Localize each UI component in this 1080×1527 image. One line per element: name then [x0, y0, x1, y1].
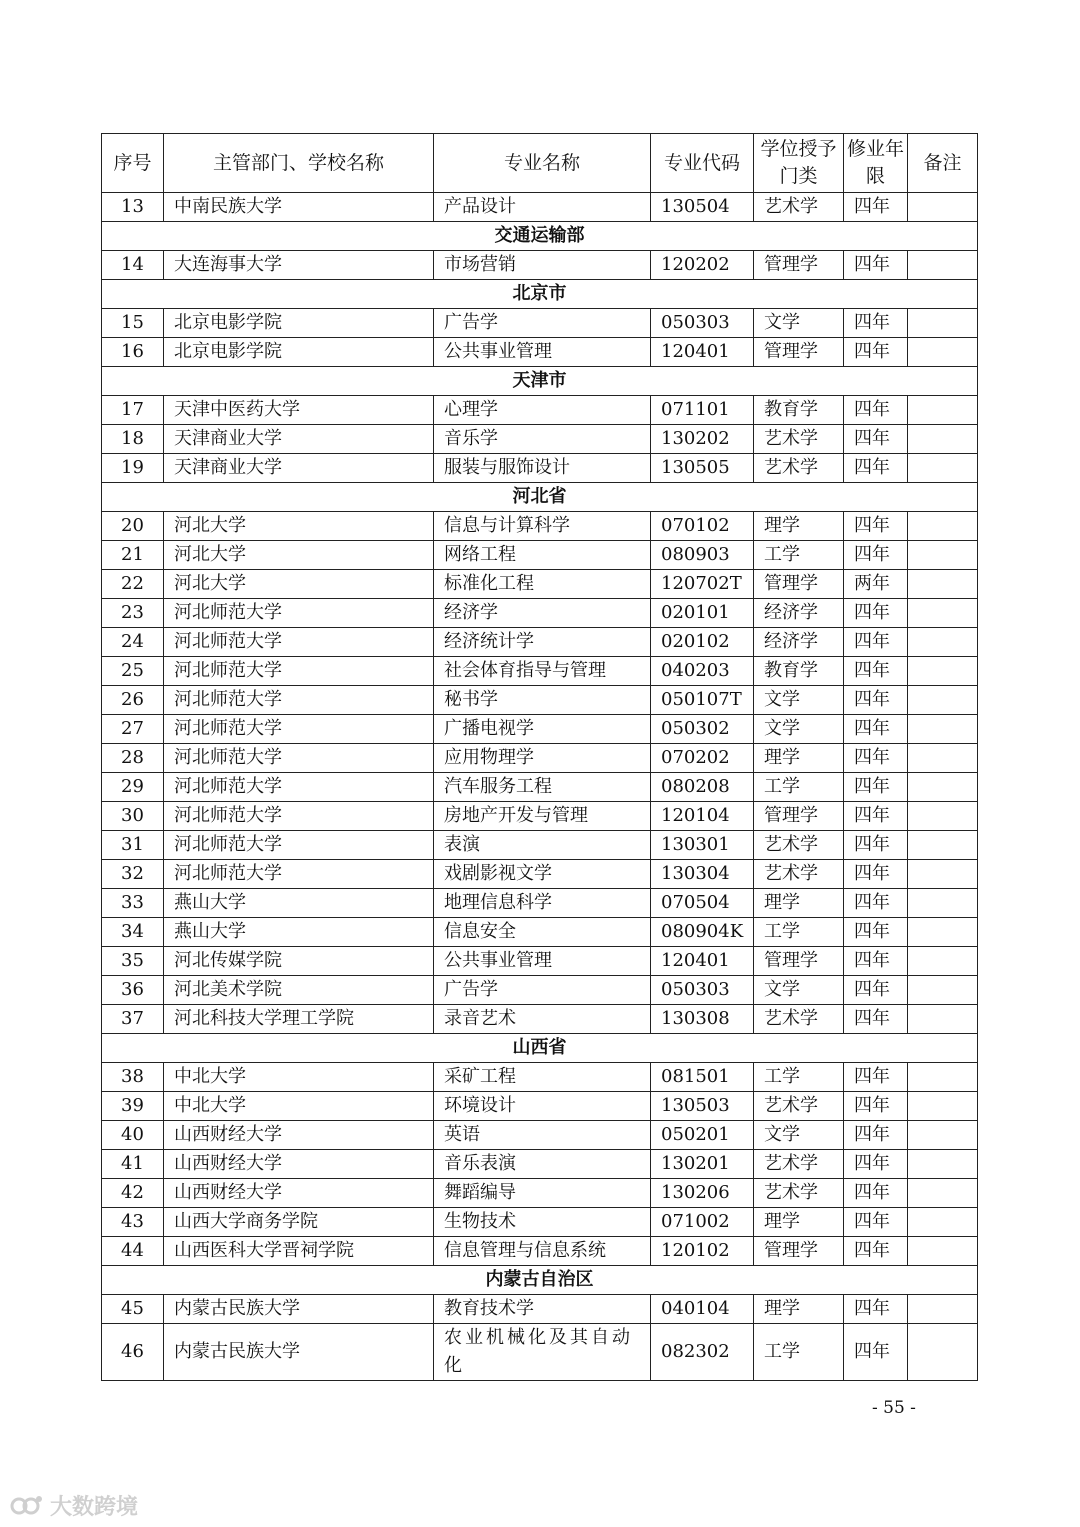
header-degree: 学位授予门类	[754, 134, 844, 193]
cell-major: 表演	[434, 831, 651, 860]
cell-years: 四年	[844, 628, 908, 657]
cell-school: 河北大学	[164, 541, 434, 570]
table-row	[102, 628, 978, 657]
section-row	[102, 483, 978, 512]
cell-note	[908, 860, 978, 889]
cell-code: 080904K	[651, 918, 754, 947]
cell-school: 天津中医药大学	[164, 396, 434, 425]
cell-school: 内蒙古民族大学	[164, 1295, 434, 1324]
cell-no: 43	[102, 1208, 164, 1237]
cell-no: 42	[102, 1179, 164, 1208]
cell-note	[908, 628, 978, 657]
cell-no: 38	[102, 1063, 164, 1092]
cell-no: 15	[102, 309, 164, 338]
cell-degree: 管理学	[754, 802, 844, 831]
table-row	[102, 1208, 978, 1237]
cell-years: 四年	[844, 396, 908, 425]
cell-years: 四年	[844, 338, 908, 367]
cell-degree: 管理学	[754, 947, 844, 976]
table-row	[102, 512, 978, 541]
cell-school: 河北师范大学	[164, 599, 434, 628]
cell-degree: 艺术学	[754, 193, 844, 222]
cell-major: 汽车服务工程	[434, 773, 651, 802]
cell-no: 41	[102, 1150, 164, 1179]
table-row	[102, 831, 978, 860]
header-no: 序号	[102, 134, 164, 193]
table-row	[102, 918, 978, 947]
table-row	[102, 802, 978, 831]
header-major: 专业名称	[434, 134, 651, 193]
table-row	[102, 1295, 978, 1324]
cell-school: 燕山大学	[164, 918, 434, 947]
cell-major: 产品设计	[434, 193, 651, 222]
cell-years: 四年	[844, 947, 908, 976]
cell-degree: 艺术学	[754, 1150, 844, 1179]
watermark-text: 大数跨境	[50, 1495, 139, 1520]
table-row	[102, 744, 978, 773]
cell-school: 中北大学	[164, 1092, 434, 1121]
section-title: 天津市	[102, 367, 978, 396]
header-code: 专业代码	[651, 134, 754, 193]
cell-no: 37	[102, 1005, 164, 1034]
cell-major: 教育技术学	[434, 1295, 651, 1324]
cell-degree: 艺术学	[754, 454, 844, 483]
cell-school: 河北师范大学	[164, 686, 434, 715]
cell-school: 河北师范大学	[164, 773, 434, 802]
cell-school: 北京电影学院	[164, 309, 434, 338]
section-title: 山西省	[102, 1034, 978, 1063]
cell-major: 生物技术	[434, 1208, 651, 1237]
cell-code: 020102	[651, 628, 754, 657]
cell-note	[908, 715, 978, 744]
cell-degree: 艺术学	[754, 1005, 844, 1034]
header-note: 备注	[908, 134, 978, 193]
cell-code: 040203	[651, 657, 754, 686]
cell-major: 社会体育指导与管理	[434, 657, 651, 686]
section-row	[102, 1034, 978, 1063]
cell-note	[908, 599, 978, 628]
cell-years: 四年	[844, 541, 908, 570]
table-row	[102, 1237, 978, 1266]
table-header	[102, 134, 978, 193]
cell-no: 20	[102, 512, 164, 541]
cell-no: 46	[102, 1324, 164, 1381]
table-row	[102, 251, 978, 280]
cell-school: 天津商业大学	[164, 425, 434, 454]
table-row	[102, 686, 978, 715]
cell-school: 燕山大学	[164, 889, 434, 918]
cell-major: 秘书学	[434, 686, 651, 715]
cell-school: 河北师范大学	[164, 802, 434, 831]
cell-no: 32	[102, 860, 164, 889]
cell-years: 四年	[844, 657, 908, 686]
cell-note	[908, 1295, 978, 1324]
cell-degree: 教育学	[754, 657, 844, 686]
cell-no: 16	[102, 338, 164, 367]
cell-years: 四年	[844, 1295, 908, 1324]
brand-logo-icon	[10, 1493, 44, 1519]
cell-school: 河北美术学院	[164, 976, 434, 1005]
cell-school: 河北师范大学	[164, 628, 434, 657]
cell-note	[908, 947, 978, 976]
cell-note	[908, 686, 978, 715]
section-row	[102, 1266, 978, 1295]
cell-years: 四年	[844, 1208, 908, 1237]
cell-note	[908, 976, 978, 1005]
cell-code: 080903	[651, 541, 754, 570]
cell-major: 广告学	[434, 976, 651, 1005]
cell-note	[908, 1208, 978, 1237]
cell-note	[908, 193, 978, 222]
cell-no: 34	[102, 918, 164, 947]
cell-code: 050107T	[651, 686, 754, 715]
cell-school: 河北师范大学	[164, 657, 434, 686]
page-number: - 55 -	[872, 1398, 916, 1418]
cell-note	[908, 744, 978, 773]
cell-years: 四年	[844, 1121, 908, 1150]
cell-major: 音乐学	[434, 425, 651, 454]
cell-years: 四年	[844, 976, 908, 1005]
cell-school: 山西财经大学	[164, 1121, 434, 1150]
cell-major: 经济学	[434, 599, 651, 628]
table-row	[102, 570, 978, 599]
table-row	[102, 396, 978, 425]
cell-code: 130206	[651, 1179, 754, 1208]
cell-code: 130202	[651, 425, 754, 454]
cell-note	[908, 1150, 978, 1179]
cell-degree: 文学	[754, 686, 844, 715]
cell-years: 四年	[844, 193, 908, 222]
cell-major: 公共事业管理	[434, 947, 651, 976]
cell-major: 采矿工程	[434, 1063, 651, 1092]
cell-no: 44	[102, 1237, 164, 1266]
table-row	[102, 1121, 978, 1150]
cell-school: 山西财经大学	[164, 1179, 434, 1208]
cell-years: 四年	[844, 773, 908, 802]
cell-no: 29	[102, 773, 164, 802]
cell-degree: 理学	[754, 1295, 844, 1324]
section-title: 河北省	[102, 483, 978, 512]
cell-school: 河北科技大学理工学院	[164, 1005, 434, 1034]
cell-code: 020101	[651, 599, 754, 628]
table-row	[102, 425, 978, 454]
cell-degree: 管理学	[754, 570, 844, 599]
cell-no: 45	[102, 1295, 164, 1324]
cell-years: 四年	[844, 425, 908, 454]
cell-degree: 工学	[754, 918, 844, 947]
cell-major: 网络工程	[434, 541, 651, 570]
cell-major: 经济统计学	[434, 628, 651, 657]
section-title: 北京市	[102, 280, 978, 309]
cell-major: 广播电视学	[434, 715, 651, 744]
table-row	[102, 1092, 978, 1121]
cell-degree: 理学	[754, 889, 844, 918]
table-row	[102, 947, 978, 976]
cell-school: 内蒙古民族大学	[164, 1324, 434, 1381]
cell-years: 四年	[844, 1150, 908, 1179]
cell-years: 四年	[844, 1092, 908, 1121]
cell-code: 050302	[651, 715, 754, 744]
cell-degree: 工学	[754, 1063, 844, 1092]
cell-no: 23	[102, 599, 164, 628]
cell-major: 音乐表演	[434, 1150, 651, 1179]
cell-years: 四年	[844, 918, 908, 947]
cell-major: 英语	[434, 1121, 651, 1150]
cell-degree: 艺术学	[754, 860, 844, 889]
cell-school: 北京电影学院	[164, 338, 434, 367]
cell-major: 信息安全	[434, 918, 651, 947]
cell-no: 22	[102, 570, 164, 599]
cell-no: 31	[102, 831, 164, 860]
cell-note	[908, 541, 978, 570]
cell-degree: 艺术学	[754, 1179, 844, 1208]
cell-code: 050303	[651, 309, 754, 338]
section-title: 交通运输部	[102, 222, 978, 251]
cell-code: 130301	[651, 831, 754, 860]
cell-note	[908, 309, 978, 338]
cell-degree: 文学	[754, 976, 844, 1005]
cell-code: 130505	[651, 454, 754, 483]
table-row	[102, 1063, 978, 1092]
cell-no: 24	[102, 628, 164, 657]
cell-note	[908, 773, 978, 802]
cell-code: 070102	[651, 512, 754, 541]
cell-major: 地理信息科学	[434, 889, 651, 918]
section-row	[102, 367, 978, 396]
table-row	[102, 1005, 978, 1034]
cell-major: 舞蹈编导	[434, 1179, 651, 1208]
cell-years: 四年	[844, 802, 908, 831]
section-row	[102, 222, 978, 251]
cell-note	[908, 251, 978, 280]
cell-years: 四年	[844, 860, 908, 889]
cell-note	[908, 1179, 978, 1208]
cell-major: 公共事业管理	[434, 338, 651, 367]
cell-note	[908, 425, 978, 454]
cell-major: 标准化工程	[434, 570, 651, 599]
cell-years: 四年	[844, 889, 908, 918]
cell-code: 081501	[651, 1063, 754, 1092]
cell-code: 120104	[651, 802, 754, 831]
section-title: 内蒙古自治区	[102, 1266, 978, 1295]
cell-code: 040104	[651, 1295, 754, 1324]
cell-code: 050303	[651, 976, 754, 1005]
cell-major: 农业机械化及其自动化	[434, 1324, 651, 1381]
cell-no: 30	[102, 802, 164, 831]
cell-school: 河北师范大学	[164, 744, 434, 773]
cell-school: 河北传媒学院	[164, 947, 434, 976]
cell-code: 071002	[651, 1208, 754, 1237]
table-row	[102, 773, 978, 802]
cell-years: 四年	[844, 454, 908, 483]
cell-major: 广告学	[434, 309, 651, 338]
table-row	[102, 889, 978, 918]
cell-code: 120702T	[651, 570, 754, 599]
cell-degree: 工学	[754, 541, 844, 570]
cell-degree: 文学	[754, 715, 844, 744]
cell-note	[908, 1092, 978, 1121]
cell-school: 中北大学	[164, 1063, 434, 1092]
cell-code: 130504	[651, 193, 754, 222]
cell-years: 四年	[844, 309, 908, 338]
table-row	[102, 657, 978, 686]
cell-years: 四年	[844, 1005, 908, 1034]
cell-no: 19	[102, 454, 164, 483]
cell-major: 市场营销	[434, 251, 651, 280]
cell-note	[908, 889, 978, 918]
cell-major: 录音艺术	[434, 1005, 651, 1034]
cell-code: 070202	[651, 744, 754, 773]
cell-years: 四年	[844, 715, 908, 744]
watermark	[10, 1490, 138, 1521]
cell-note	[908, 570, 978, 599]
header-years: 修业年限	[844, 134, 908, 193]
cell-no: 21	[102, 541, 164, 570]
cell-note	[908, 831, 978, 860]
cell-major: 信息管理与信息系统	[434, 1237, 651, 1266]
cell-note	[908, 918, 978, 947]
cell-degree: 文学	[754, 1121, 844, 1150]
table-row	[102, 1150, 978, 1179]
cell-years: 四年	[844, 831, 908, 860]
cell-degree: 理学	[754, 744, 844, 773]
cell-code: 130308	[651, 1005, 754, 1034]
table-row	[102, 338, 978, 367]
cell-years: 四年	[844, 599, 908, 628]
cell-degree: 理学	[754, 512, 844, 541]
table-row	[102, 976, 978, 1005]
cell-degree: 教育学	[754, 396, 844, 425]
cell-code: 080208	[651, 773, 754, 802]
cell-years: 四年	[844, 251, 908, 280]
cell-degree: 经济学	[754, 599, 844, 628]
cell-note	[908, 802, 978, 831]
cell-major: 应用物理学	[434, 744, 651, 773]
cell-years: 四年	[844, 512, 908, 541]
cell-degree: 文学	[754, 309, 844, 338]
cell-code: 120202	[651, 251, 754, 280]
table-row	[102, 715, 978, 744]
cell-code: 071101	[651, 396, 754, 425]
cell-major: 服装与服饰设计	[434, 454, 651, 483]
cell-code: 050201	[651, 1121, 754, 1150]
cell-years: 四年	[844, 1237, 908, 1266]
cell-school: 山西医科大学晋祠学院	[164, 1237, 434, 1266]
cell-major: 戏剧影视文学	[434, 860, 651, 889]
cell-code: 130201	[651, 1150, 754, 1179]
cell-school: 河北大学	[164, 570, 434, 599]
table-row	[102, 541, 978, 570]
cell-degree: 艺术学	[754, 831, 844, 860]
cell-no: 17	[102, 396, 164, 425]
cell-years: 四年	[844, 686, 908, 715]
table-body	[102, 193, 978, 1381]
cell-no: 18	[102, 425, 164, 454]
cell-no: 39	[102, 1092, 164, 1121]
cell-code: 130503	[651, 1092, 754, 1121]
cell-no: 25	[102, 657, 164, 686]
cell-note	[908, 1005, 978, 1034]
cell-school: 山西大学商务学院	[164, 1208, 434, 1237]
cell-code: 130304	[651, 860, 754, 889]
cell-degree: 经济学	[754, 628, 844, 657]
cell-no: 36	[102, 976, 164, 1005]
cell-code: 082302	[651, 1324, 754, 1381]
cell-note	[908, 338, 978, 367]
table-row	[102, 1324, 978, 1381]
section-row	[102, 280, 978, 309]
cell-years: 四年	[844, 1324, 908, 1381]
cell-note	[908, 1121, 978, 1150]
cell-degree: 工学	[754, 1324, 844, 1381]
cell-code: 120102	[651, 1237, 754, 1266]
cell-note	[908, 454, 978, 483]
header-school: 主管部门、学校名称	[164, 134, 434, 193]
cell-degree: 艺术学	[754, 1092, 844, 1121]
cell-degree: 管理学	[754, 1237, 844, 1266]
majors-table	[101, 133, 978, 1381]
cell-no: 33	[102, 889, 164, 918]
cell-note	[908, 657, 978, 686]
cell-note	[908, 1063, 978, 1092]
table-row	[102, 1179, 978, 1208]
cell-school: 大连海事大学	[164, 251, 434, 280]
cell-school: 天津商业大学	[164, 454, 434, 483]
cell-no: 35	[102, 947, 164, 976]
cell-no: 13	[102, 193, 164, 222]
cell-school: 河北大学	[164, 512, 434, 541]
table-row	[102, 309, 978, 338]
cell-no: 26	[102, 686, 164, 715]
cell-no: 14	[102, 251, 164, 280]
cell-note	[908, 1324, 978, 1381]
table-row	[102, 454, 978, 483]
cell-code: 070504	[651, 889, 754, 918]
cell-no: 27	[102, 715, 164, 744]
cell-degree: 管理学	[754, 338, 844, 367]
cell-degree: 艺术学	[754, 425, 844, 454]
cell-note	[908, 1237, 978, 1266]
cell-school: 河北师范大学	[164, 715, 434, 744]
cell-major: 信息与计算科学	[434, 512, 651, 541]
cell-major: 房地产开发与管理	[434, 802, 651, 831]
cell-years: 四年	[844, 744, 908, 773]
cell-degree: 工学	[754, 773, 844, 802]
cell-code: 120401	[651, 338, 754, 367]
table-row	[102, 599, 978, 628]
cell-note	[908, 396, 978, 425]
cell-degree: 理学	[754, 1208, 844, 1237]
cell-years: 两年	[844, 570, 908, 599]
cell-no: 28	[102, 744, 164, 773]
cell-major: 环境设计	[434, 1092, 651, 1121]
cell-school: 河北师范大学	[164, 831, 434, 860]
cell-no: 40	[102, 1121, 164, 1150]
cell-years: 四年	[844, 1063, 908, 1092]
cell-school: 山西财经大学	[164, 1150, 434, 1179]
cell-school: 中南民族大学	[164, 193, 434, 222]
cell-note	[908, 512, 978, 541]
cell-major: 心理学	[434, 396, 651, 425]
cell-code: 120401	[651, 947, 754, 976]
table-row	[102, 193, 978, 222]
cell-degree: 管理学	[754, 251, 844, 280]
cell-years: 四年	[844, 1179, 908, 1208]
table-row	[102, 860, 978, 889]
cell-school: 河北师范大学	[164, 860, 434, 889]
